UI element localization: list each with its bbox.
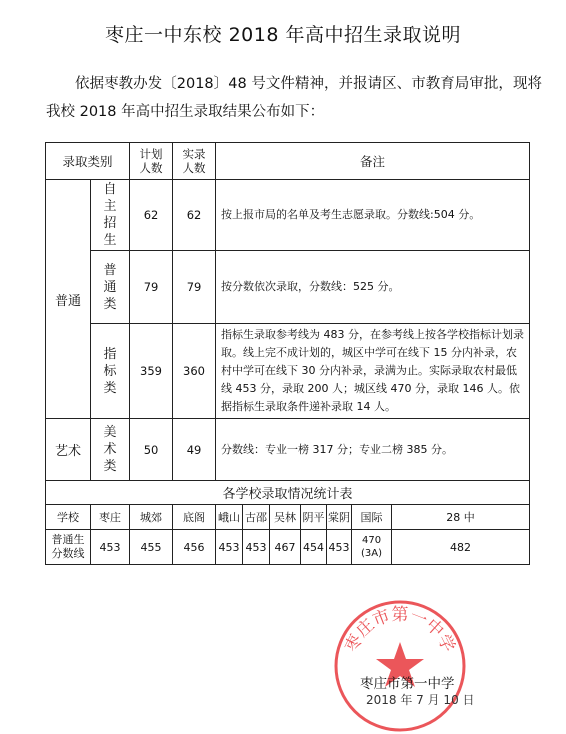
school-label: 学校 (46, 505, 91, 530)
intro-paragraph: 依据枣教办发〔2018〕48 号文件精神，并报请区、市教育局审批，现将我校 2018 年高中招生录取结果公布如下： (46, 76, 542, 120)
school-score-cell: 454 (301, 530, 327, 565)
school-score-cell: 470 (3A) (352, 530, 392, 565)
school-name-cell: 国际 (352, 505, 392, 530)
stats-score-row (46, 530, 530, 565)
header-remark: 备注 (216, 143, 530, 180)
official-seal (332, 598, 468, 734)
stats-title: 各学校录取情况统计表 (46, 481, 530, 505)
school-score-cell: 453 (91, 530, 130, 565)
document-title: 枣庄一中东校 2018 年高中招生录取说明 (105, 24, 461, 46)
school-score-cell: 455 (130, 530, 173, 565)
table-row (46, 251, 530, 324)
school-score-cell: 453 (243, 530, 270, 565)
type-cell: 指 标 类 (91, 324, 130, 419)
table-row (46, 180, 530, 251)
signature-org: 枣庄市第一中学 (360, 676, 455, 692)
school-name-cell: 古邵 (243, 505, 270, 530)
school-name-cell: 枣庄 (91, 505, 130, 530)
school-name-cell: 28 中 (392, 505, 530, 530)
header-actual: 实录 人数 (173, 143, 216, 180)
school-name-cell: 城郊 (130, 505, 173, 530)
actual-cell: 79 (173, 251, 216, 324)
school-name-cell: 底阁 (173, 505, 216, 530)
stats-school-row (46, 505, 530, 530)
admission-table (45, 142, 530, 565)
school-name-cell: 吴林 (270, 505, 301, 530)
type-cell: 自 主 招 生 (91, 180, 130, 251)
school-score-cell: 456 (173, 530, 216, 565)
remark-cell: 分数线：专业一榜 317 分；专业二榜 385 分。 (216, 419, 530, 481)
category-general: 普通 (46, 180, 91, 419)
plan-cell: 359 (130, 324, 173, 419)
table-row (46, 324, 530, 419)
score-label: 普通生 分数线 (46, 530, 91, 565)
school-score-cell: 453 (216, 530, 243, 565)
category-art: 艺术 (46, 419, 91, 481)
remark-cell: 指标生录取参考线为 483 分，在参考线上按各学校指标计划录取。线上完不成计划的，城区中学可在线下 15 分内补录，农村中学可在线下 30 分内补录，录满为止。实际录取农村最低线 453 分，录取 200 人；城区线 470 分，录取 146 人。依据指标生录取条件递补录取 14 人。 (216, 324, 530, 419)
stats-title-row (46, 481, 530, 505)
signature-date: 2018 年 7 月 10 日 (366, 693, 475, 707)
remark-cell: 按上报市局的名单及考生志愿录取。分数线:504 分。 (216, 180, 530, 251)
actual-cell: 360 (173, 324, 216, 419)
remark-cell: 按分数依次录取，分数线：525 分。 (216, 251, 530, 324)
type-cell: 普 通 类 (91, 251, 130, 324)
actual-cell: 49 (173, 419, 216, 481)
school-name-cell: 阴平 (301, 505, 327, 530)
plan-cell: 50 (130, 419, 173, 481)
actual-cell: 62 (173, 180, 216, 251)
table-row (46, 419, 530, 481)
plan-cell: 62 (130, 180, 173, 251)
school-score-cell: 482 (392, 530, 530, 565)
school-score-cell: 453 (327, 530, 352, 565)
plan-cell: 79 (130, 251, 173, 324)
header-category: 录取类别 (46, 143, 130, 180)
table-header-row (46, 143, 530, 180)
school-name-cell: 峨山 (216, 505, 243, 530)
school-name-cell: 棠阴 (327, 505, 352, 530)
header-plan: 计划 人数 (130, 143, 173, 180)
type-cell: 美 术 类 (91, 419, 130, 481)
school-score-cell: 467 (270, 530, 301, 565)
seal-text: 枣庄市第一中学 (341, 605, 459, 656)
